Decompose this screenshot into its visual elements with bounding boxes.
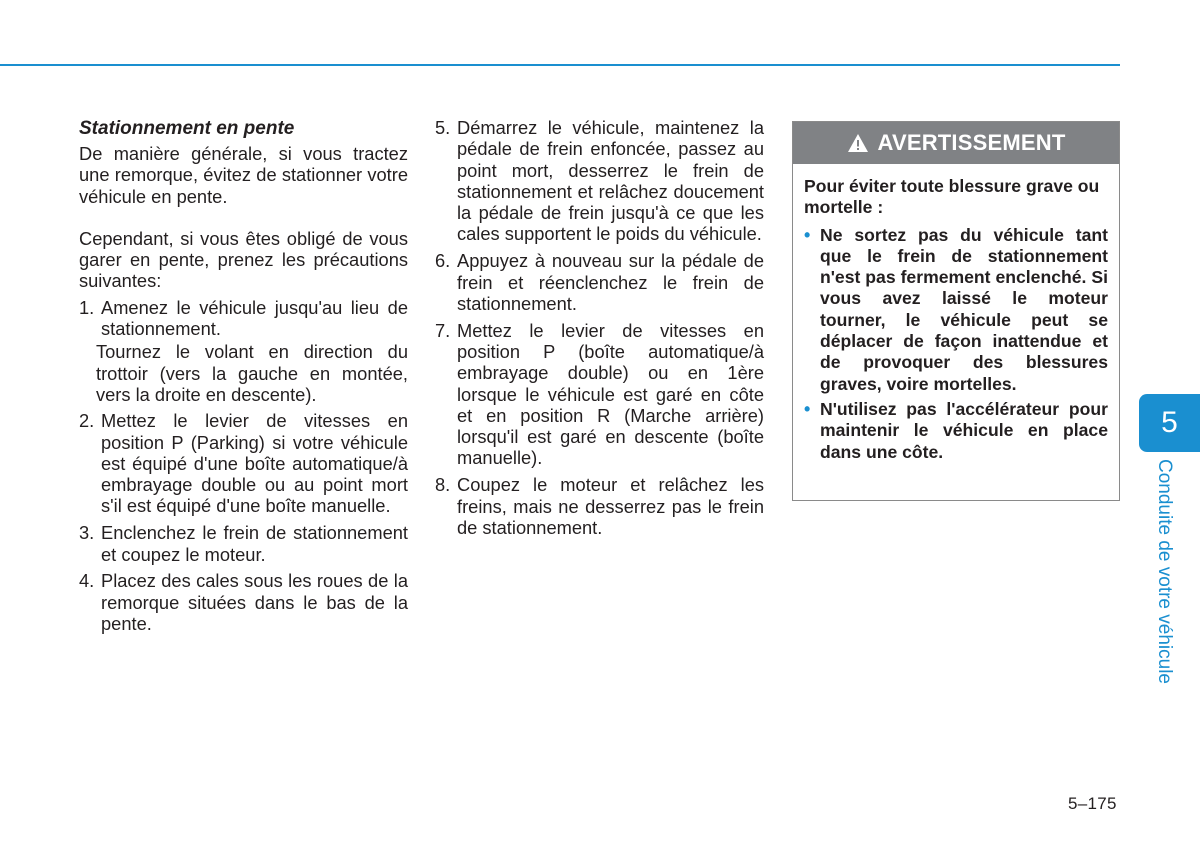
step-text: Démarrez le véhicule, maintenez la pédale de frein enfoncée, passez au point mort, desserrez le frein de stationnement et relâchez doucement la pédale de frein jusqu'à ce que les cales supportent le poids du véhicule.	[457, 117, 764, 245]
middle-column	[435, 117, 764, 544]
step-number: 4.	[79, 570, 95, 592]
step-text: Placez des cales sous les roues de la remorque situées dans le bas de la pente.	[101, 570, 408, 634]
warning-triangle-icon	[847, 133, 869, 153]
steps-list-left	[79, 297, 408, 340]
list-item	[79, 297, 408, 340]
step-1-note: Tournez le volant en direction du trottoir (vers la gauche en montée, vers la droite en descente).	[96, 341, 408, 405]
left-column	[79, 117, 408, 640]
step-text: Enclenchez le frein de stationnement et coupez le moteur.	[101, 522, 408, 565]
list-item	[804, 225, 1108, 395]
list-item	[79, 410, 408, 516]
list-item	[804, 399, 1108, 463]
step-text: Appuyez à nouveau sur la pédale de frein et réenclenchez le frein de stationnement.	[457, 250, 764, 314]
step-number: 6.	[435, 250, 451, 272]
step-number: 1.	[79, 296, 95, 318]
list-item	[435, 474, 764, 538]
step-number: 3.	[79, 522, 95, 544]
header-rule	[0, 64, 1120, 66]
step-number: 2.	[79, 410, 95, 432]
precautions-paragraph: Cependant, si vous êtes obligé de vous garer en pente, prenez les précautions suivantes:	[79, 227, 408, 292]
warning-bullet-text: Ne sortez pas du véhicule tant que le frein de stationnement n'est pas fermement enclenché. Si vous avez laissé le moteur tourner, le véhicule peut se déplacer de façon inattendue et de provoquer des blessures graves, voire mortelles.	[820, 224, 1108, 394]
chapter-number-tab: 5	[1139, 394, 1200, 452]
step-text: Mettez le levier de vitesses en position P (Parking) si votre véhicule est équipé d'une boîte automatique/à embrayage double ou au point mort s'il est équipé d'une boîte manuelle.	[101, 410, 408, 517]
warning-box	[792, 121, 1120, 501]
intro-paragraph: De manière générale, si vous tractez une remorque, évitez de stationner votre véhicule en pente.	[79, 143, 408, 207]
list-item	[435, 117, 764, 245]
warning-body	[793, 164, 1119, 463]
step-number: 5.	[435, 117, 451, 138]
step-text: Coupez le moteur et relâchez les freins, mais ne desserrez pas le frein de stationnement.	[457, 474, 764, 538]
list-item	[79, 522, 408, 565]
bullet-icon: •	[804, 398, 811, 419]
step-text: Mettez le levier de vitesses en position P (boîte automatique/à embrayage double) ou en 1ère lorsque le véhicule est garé en côte et en position R (Marche arrière) lorsqu'il est garé en descente (boîte manuelle).	[457, 319, 764, 469]
warning-intro: Pour éviter toute blessure grave ou mortelle :	[804, 176, 1100, 218]
warning-header	[793, 122, 1119, 164]
steps-list-middle	[435, 117, 764, 538]
steps-list-left-cont	[79, 410, 408, 634]
list-item	[435, 250, 764, 314]
warning-title: AVERTISSEMENT	[877, 130, 1066, 155]
chapter-title: Conduite de votre véhicule	[1154, 459, 1175, 684]
step-text: Amenez le véhicule jusqu'au lieu de stationnement.	[101, 296, 408, 340]
bullet-icon: •	[804, 224, 811, 245]
step-number: 7.	[435, 319, 451, 341]
list-item	[79, 570, 408, 634]
page-number: 5–175	[1068, 794, 1117, 813]
list-item	[435, 320, 764, 469]
warning-bullet-text: N'utilisez pas l'accélérateur pour maintenir le véhicule en place dans une côte.	[820, 398, 1108, 462]
warning-bullets	[804, 225, 1108, 463]
step-number: 8.	[435, 474, 451, 496]
section-subtitle: Stationnement en pente	[79, 118, 295, 139]
